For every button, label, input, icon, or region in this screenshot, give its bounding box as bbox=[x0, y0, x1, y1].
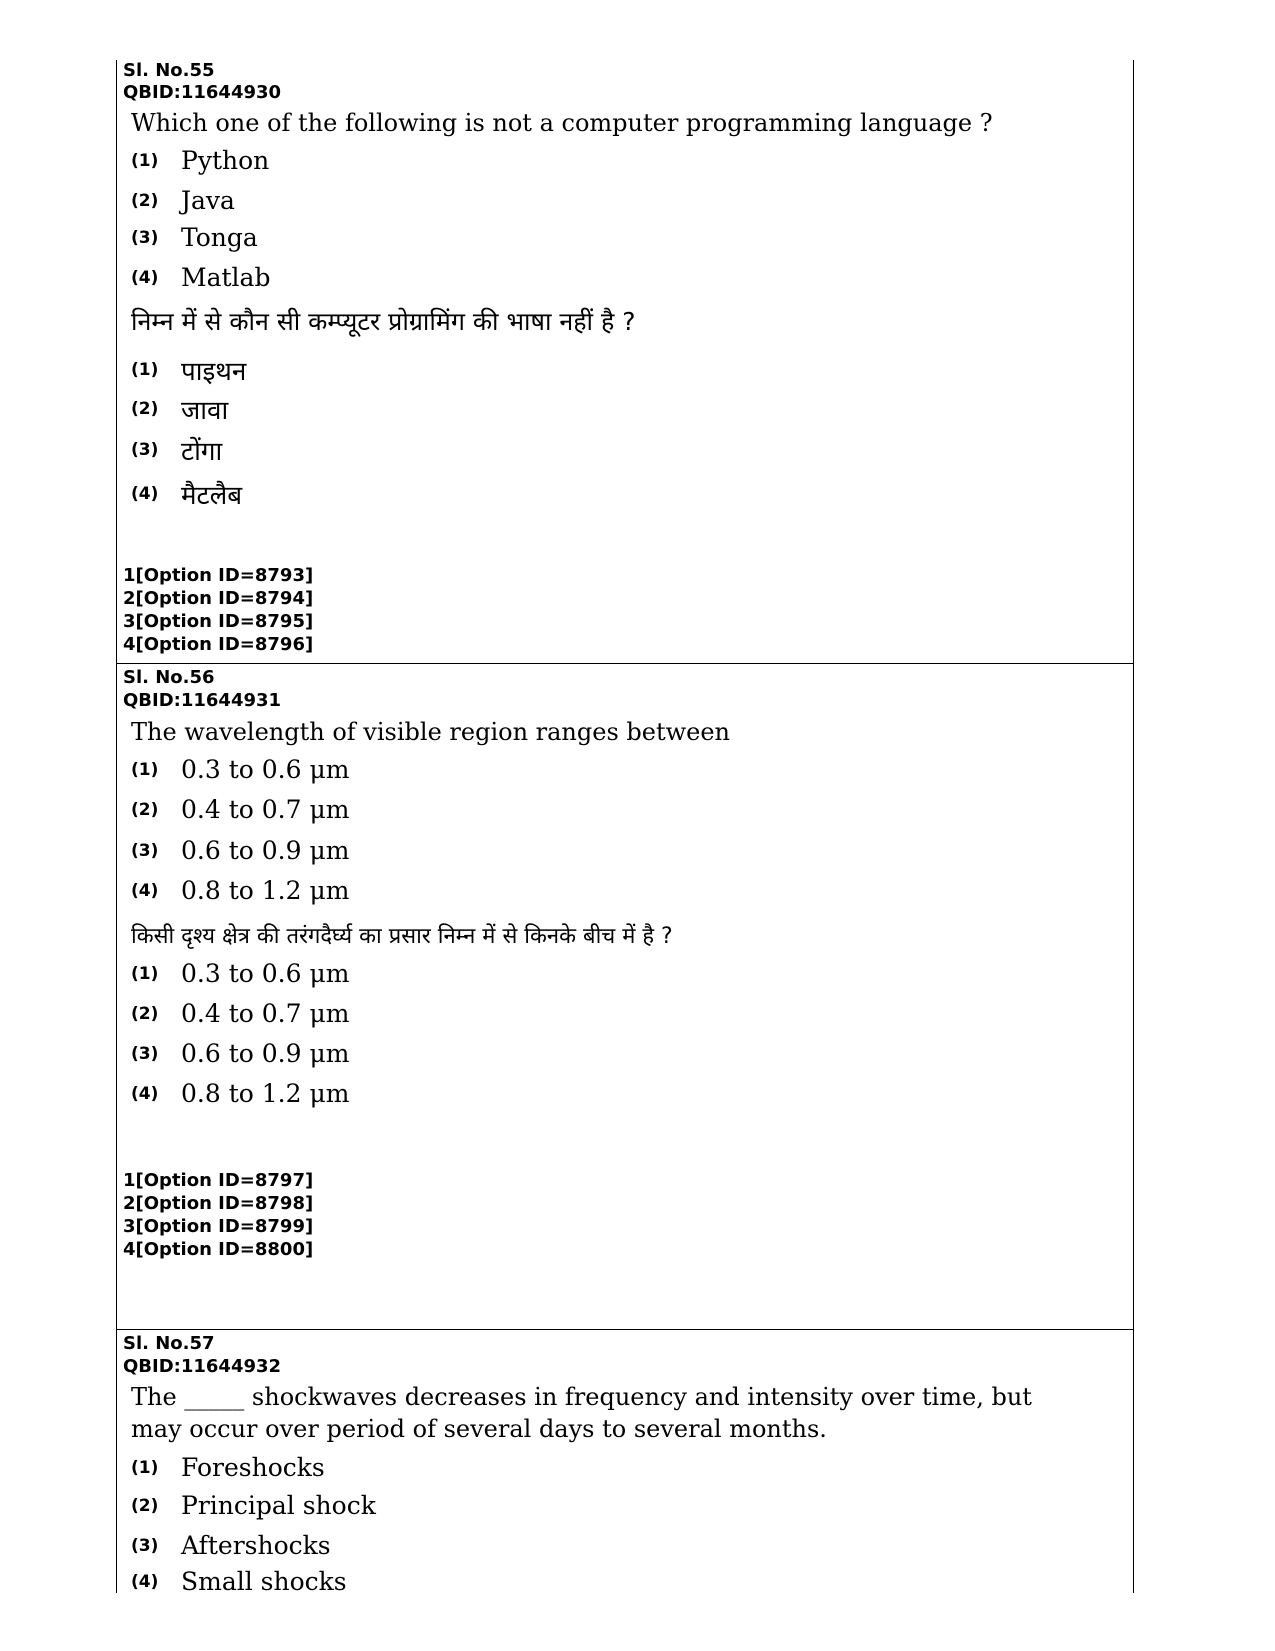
question-text-hindi: किसी दृश्य क्षेत्र की तरंगदैर्घ्य का प्रसार निम्न में से किनके बीच में है ? bbox=[131, 924, 673, 949]
option-hindi bbox=[131, 959, 349, 995]
option-number: (3) bbox=[131, 840, 159, 861]
option-english bbox=[131, 836, 349, 872]
option-id: 2[Option ID=8798] bbox=[123, 1193, 314, 1214]
question-divider bbox=[117, 1329, 1133, 1330]
question-block bbox=[117, 665, 1133, 1329]
option-id: 4[Option ID=8800] bbox=[123, 1239, 314, 1260]
question-text-english: The wavelength of visible region ranges between bbox=[131, 718, 731, 746]
option-english bbox=[131, 1491, 376, 1527]
option-text: Matlab bbox=[181, 263, 271, 292]
option-text: टोंगा bbox=[181, 437, 223, 467]
serial-number: Sl. No.56 bbox=[123, 667, 215, 688]
option-id: 2[Option ID=8794] bbox=[123, 588, 314, 609]
option-text: जावा bbox=[181, 396, 229, 426]
option-english bbox=[131, 146, 269, 182]
option-english bbox=[131, 186, 235, 222]
question-block bbox=[117, 1331, 1133, 1596]
option-number: (2) bbox=[131, 399, 159, 419]
option-number: (1) bbox=[131, 963, 159, 984]
option-english bbox=[131, 1453, 325, 1489]
option-id: 3[Option ID=8795] bbox=[123, 611, 314, 632]
qbid: QBID:11644930 bbox=[123, 82, 282, 103]
option-text: Foreshocks bbox=[181, 1453, 325, 1482]
option-number: (4) bbox=[131, 484, 159, 504]
option-hindi bbox=[131, 999, 349, 1035]
option-text: Small shocks bbox=[181, 1567, 347, 1596]
option-hindi bbox=[131, 476, 242, 512]
option-text: Java bbox=[181, 186, 235, 215]
option-english bbox=[131, 1531, 331, 1567]
option-hindi bbox=[131, 352, 246, 388]
option-number: (4) bbox=[131, 267, 159, 288]
question-block bbox=[117, 60, 1133, 663]
option-english bbox=[131, 263, 270, 299]
qbid: QBID:11644932 bbox=[123, 1356, 282, 1377]
option-number: (1) bbox=[131, 360, 159, 380]
option-number: (2) bbox=[131, 190, 159, 211]
option-number: (2) bbox=[131, 1003, 159, 1024]
option-id: 3[Option ID=8799] bbox=[123, 1216, 314, 1237]
option-text: 0.8 to 1.2 μm bbox=[181, 876, 350, 905]
option-number: (2) bbox=[131, 1495, 159, 1516]
option-number: (4) bbox=[131, 1571, 159, 1592]
option-text: 0.6 to 0.9 μm bbox=[181, 1039, 350, 1068]
option-hindi bbox=[131, 391, 228, 427]
option-text: 0.8 to 1.2 μm bbox=[181, 1079, 350, 1108]
option-english bbox=[131, 795, 349, 831]
serial-number: Sl. No.57 bbox=[123, 1333, 215, 1354]
option-number: (1) bbox=[131, 1457, 159, 1478]
option-number: (1) bbox=[131, 150, 159, 171]
option-text: Aftershocks bbox=[181, 1531, 331, 1560]
option-id: 1[Option ID=8793] bbox=[123, 565, 314, 586]
option-number: (3) bbox=[131, 1535, 159, 1556]
option-number: (2) bbox=[131, 799, 159, 820]
question-text-english: Which one of the following is not a computer programming language ? bbox=[131, 109, 993, 137]
option-number: (4) bbox=[131, 880, 159, 901]
question-text-hindi: निम्न में से कौन सी कम्प्यूटर प्रोग्रामिंग की भाषा नहीं है ? bbox=[131, 307, 636, 336]
option-text: 0.4 to 0.7 μm bbox=[181, 999, 350, 1028]
question-divider bbox=[117, 663, 1133, 664]
option-text: पाइथन bbox=[181, 357, 247, 387]
option-text: मैटलैब bbox=[181, 481, 243, 511]
option-number: (3) bbox=[131, 227, 159, 248]
option-text: Python bbox=[181, 146, 270, 175]
option-hindi bbox=[131, 432, 222, 468]
option-text: 0.3 to 0.6 μm bbox=[181, 755, 350, 784]
serial-number: Sl. No.55 bbox=[123, 60, 215, 81]
option-number: (3) bbox=[131, 1043, 159, 1064]
qbid: QBID:11644931 bbox=[123, 690, 282, 711]
option-text: 0.3 to 0.6 μm bbox=[181, 959, 350, 988]
option-number: (1) bbox=[131, 759, 159, 780]
option-english bbox=[131, 223, 258, 259]
question-text-english: The _____ shockwaves decreases in frequency and intensity over time, but may occur over period of several days to several months. bbox=[131, 1383, 1032, 1443]
option-text: 0.6 to 0.9 μm bbox=[181, 836, 350, 865]
option-english bbox=[131, 1567, 347, 1603]
question-paper-page bbox=[116, 60, 1134, 1596]
option-number: (4) bbox=[131, 1083, 159, 1104]
option-number: (3) bbox=[131, 440, 159, 460]
option-text: Tonga bbox=[181, 223, 258, 252]
option-text: Principal shock bbox=[181, 1491, 376, 1520]
option-text: 0.4 to 0.7 μm bbox=[181, 795, 350, 824]
option-hindi bbox=[131, 1079, 349, 1115]
option-hindi bbox=[131, 1039, 349, 1075]
option-id: 4[Option ID=8796] bbox=[123, 634, 314, 655]
option-english bbox=[131, 755, 349, 791]
option-english bbox=[131, 876, 349, 912]
option-id: 1[Option ID=8797] bbox=[123, 1170, 314, 1191]
